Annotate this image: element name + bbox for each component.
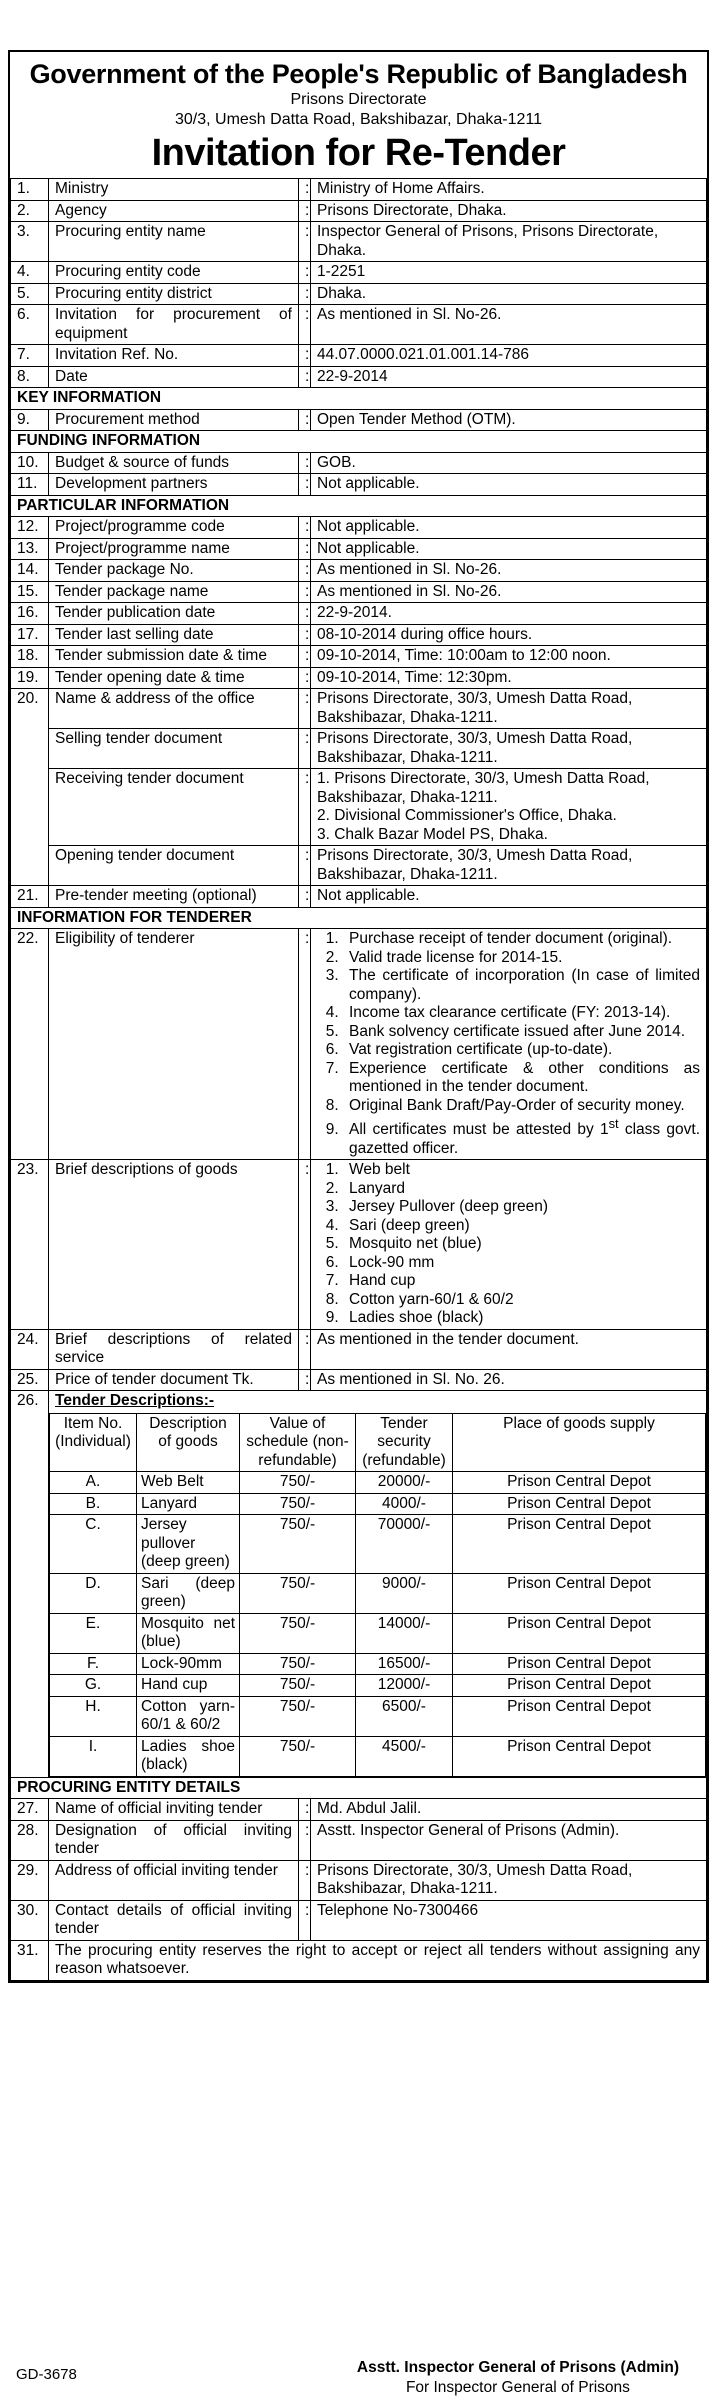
table-row <box>11 1860 707 1900</box>
ordinal-suffix: st <box>608 1116 619 1131</box>
row-number: 14. <box>11 560 49 582</box>
colon: : <box>299 667 311 689</box>
row-value: Inspector General of Prisons, Prisons Directorate, Dhaka. <box>311 222 707 262</box>
section-row <box>11 431 707 453</box>
eligibility-item: 7. Experience certificate & other conditions as mentioned in the tender document. <box>343 1060 700 1097</box>
row-label: Procurement method <box>49 409 299 431</box>
colon: : <box>299 409 311 431</box>
table-row <box>11 179 707 201</box>
tender-item-cell: C. <box>50 1515 137 1574</box>
directorate-name: Prisons Directorate <box>290 91 427 108</box>
tender-item-cell: Lanyard <box>137 1493 240 1515</box>
tender-item-cell: E. <box>50 1613 137 1653</box>
receiving-office: 2. Divisional Commissioner's Office, Dhaka. <box>317 807 617 824</box>
row-label: Eligibility of tenderer <box>49 929 299 1160</box>
colon: : <box>299 581 311 603</box>
tender-item-cell: Lock-90mm <box>137 1653 240 1675</box>
row-number: 21. <box>11 886 49 908</box>
section-procuring: PROCURING ENTITY DETAILS <box>11 1777 707 1799</box>
table-row <box>11 366 707 388</box>
tender-item-cell: 20000/- <box>356 1472 453 1494</box>
section-key: KEY INFORMATION <box>11 388 707 410</box>
tender-item-cell: 12000/- <box>356 1675 453 1697</box>
goods-item: 4. Sari (deep green) <box>343 1217 700 1236</box>
tender-item-cell: A. <box>50 1472 137 1494</box>
row-number: 27. <box>11 1799 49 1821</box>
column-header: Value of schedule (non-refundable) <box>240 1413 356 1472</box>
table-row <box>11 560 707 582</box>
tender-item-cell: Prison Central Depot <box>453 1573 706 1613</box>
table-row <box>11 1940 707 1980</box>
row-value: Prisons Directorate, 30/3, Umesh Datta Road, Bakshibazar, Dhaka-1211. <box>311 729 707 769</box>
colon: : <box>299 262 311 284</box>
section-row <box>11 907 707 929</box>
row-label: Tender package No. <box>49 560 299 582</box>
row-number: 20. <box>11 689 49 886</box>
row-number: 10. <box>11 452 49 474</box>
section-row <box>11 495 707 517</box>
table-row <box>11 222 707 262</box>
table-row <box>11 1391 707 1778</box>
notice-header <box>10 52 707 178</box>
eligibility-item: 1. Purchase receipt of tender document (original). <box>343 930 700 949</box>
row-value: Not applicable. <box>311 474 707 496</box>
tender-item-cell: F. <box>50 1653 137 1675</box>
table-row <box>11 262 707 284</box>
eligibility-list <box>317 930 700 1158</box>
row-number: 13. <box>11 538 49 560</box>
notice-footer <box>8 2358 709 2398</box>
colon: : <box>299 179 311 201</box>
colon: : <box>299 538 311 560</box>
table-row <box>11 283 707 305</box>
eligibility-text: All certificates must be attested by 1 <box>349 1121 609 1139</box>
tender-item-row <box>50 1515 706 1574</box>
tender-item-cell: B. <box>50 1493 137 1515</box>
colon: : <box>299 1369 311 1391</box>
table-row <box>11 603 707 625</box>
colon: : <box>299 603 311 625</box>
government-heading: Government of the People's Republic of Bangladesh <box>29 59 688 89</box>
colon: : <box>299 1160 311 1330</box>
row-value: Open Tender Method (OTM). <box>311 409 707 431</box>
row-label: Address of official inviting tender <box>49 1860 299 1900</box>
row-value: As mentioned in Sl. No-26. <box>311 581 707 603</box>
goods-item: 3. Jersey Pullover (deep green) <box>343 1198 700 1217</box>
colon: : <box>299 1329 311 1369</box>
row-label: Procuring entity code <box>49 262 299 284</box>
table-row <box>11 667 707 689</box>
row-value: Not applicable. <box>311 538 707 560</box>
tender-item-cell: 4000/- <box>356 1493 453 1515</box>
goods-item: 8. Cotton yarn-60/1 & 60/2 <box>343 1291 700 1310</box>
tender-item-cell: Sari (deep green) <box>137 1573 240 1613</box>
table-row <box>11 581 707 603</box>
row-label: Development partners <box>49 474 299 496</box>
section-row <box>11 1777 707 1799</box>
tender-info-table <box>10 178 707 1981</box>
tender-item-cell: 9000/- <box>356 1573 453 1613</box>
goods-list <box>317 1161 700 1328</box>
row-label: Name of official inviting tender <box>49 1799 299 1821</box>
row-label: Brief descriptions of goods <box>49 1160 299 1330</box>
row-value: Telephone No-7300466 <box>311 1900 707 1940</box>
row-number: 25. <box>11 1369 49 1391</box>
row-value: Asstt. Inspector General of Prisons (Admin). <box>311 1820 707 1860</box>
row-value: Prisons Directorate, 30/3, Umesh Datta Road, Bakshibazar, Dhaka-1211. <box>311 846 707 886</box>
signer-for: For Inspector General of Prisons <box>405 2379 630 2396</box>
table-row <box>11 1820 707 1860</box>
row-number: 9. <box>11 409 49 431</box>
row-label: Designation of official inviting tender <box>49 1820 299 1860</box>
tender-item-cell: Hand cup <box>137 1675 240 1697</box>
tender-item-cell: Mosquito net (blue) <box>137 1613 240 1653</box>
colon: : <box>299 1900 311 1940</box>
row-value: As mentioned in Sl. No. 26. <box>311 1369 707 1391</box>
tender-item-cell: 16500/- <box>356 1653 453 1675</box>
row-number: 17. <box>11 624 49 646</box>
row-label: Tender publication date <box>49 603 299 625</box>
eligibility-item: 3. The certificate of incorporation (In case of limited company). <box>343 967 700 1004</box>
colon: : <box>299 929 311 1160</box>
eligibility-item: 4. Income tax clearance certificate (FY: 2013-14). <box>343 1004 700 1023</box>
tender-item-cell: 750/- <box>240 1653 356 1675</box>
table-row <box>11 886 707 908</box>
section-particular: PARTICULAR INFORMATION <box>11 495 707 517</box>
colon: : <box>299 729 311 769</box>
colon: : <box>299 200 311 222</box>
directorate-address: 30/3, Umesh Datta Road, Bakshibazar, Dhaka-1211 <box>174 111 543 128</box>
row-value: 09-10-2014, Time: 12:30pm. <box>311 667 707 689</box>
row-number: 3. <box>11 222 49 262</box>
tender-item-cell: 6500/- <box>356 1696 453 1736</box>
row-value: GOB. <box>311 452 707 474</box>
goods-item: 9. Ladies shoe (black) <box>343 1309 700 1328</box>
section-funding: FUNDING INFORMATION <box>11 431 707 453</box>
colon: : <box>299 769 311 846</box>
colon: : <box>299 474 311 496</box>
row-number: 30. <box>11 1900 49 1940</box>
row-label: Tender package name <box>49 581 299 603</box>
tender-item-cell: I. <box>50 1736 137 1776</box>
tender-item-cell: 750/- <box>240 1736 356 1776</box>
row-label: Agency <box>49 200 299 222</box>
tender-item-cell: 750/- <box>240 1696 356 1736</box>
row-value: 22-9-2014 <box>311 366 707 388</box>
table-row <box>11 624 707 646</box>
goods-item: 5. Mosquito net (blue) <box>343 1235 700 1254</box>
tender-item-cell: Prison Central Depot <box>453 1515 706 1574</box>
row-number: 6. <box>11 305 49 345</box>
row-value: 09-10-2014, Time: 10:00am to 12:00 noon. <box>311 646 707 668</box>
table-row <box>11 409 707 431</box>
colon: : <box>299 517 311 539</box>
table-row <box>11 452 707 474</box>
row-value: As mentioned in the tender document. <box>311 1329 707 1369</box>
table-row <box>11 769 707 846</box>
tender-descriptions-cell <box>49 1391 707 1778</box>
goods-item: 6. Lock-90 mm <box>343 1254 700 1273</box>
row-number: 19. <box>11 667 49 689</box>
eligibility-item: 8. Original Bank Draft/Pay-Order of security money. <box>343 1097 700 1116</box>
row-label: Brief descriptions of related service <box>49 1329 299 1369</box>
table-row <box>11 1369 707 1391</box>
row-value: Prisons Directorate, 30/3, Umesh Datta Road, Bakshibazar, Dhaka-1211. <box>311 689 707 729</box>
row-number: 1. <box>11 179 49 201</box>
column-header: Item No. (Individual) <box>50 1413 137 1472</box>
row-number: 2. <box>11 200 49 222</box>
table-row <box>11 1329 707 1369</box>
row-value: 44.07.0000.021.01.001.14-786 <box>311 345 707 367</box>
tender-item-row <box>50 1573 706 1613</box>
row-value: 1-2251 <box>311 262 707 284</box>
colon: : <box>299 1860 311 1900</box>
tender-item-row <box>50 1696 706 1736</box>
tender-item-cell: Prison Central Depot <box>453 1736 706 1776</box>
column-header: Place of goods supply <box>453 1413 706 1472</box>
tender-item-cell: 14000/- <box>356 1613 453 1653</box>
goods-item: 7. Hand cup <box>343 1272 700 1291</box>
colon: : <box>299 305 311 345</box>
row-number: 4. <box>11 262 49 284</box>
eligibility-item <box>343 1115 700 1158</box>
row-label: Pre-tender meeting (optional) <box>49 886 299 908</box>
tender-item-cell: Prison Central Depot <box>453 1696 706 1736</box>
row-number: 29. <box>11 1860 49 1900</box>
row-value: 08-10-2014 during office hours. <box>311 624 707 646</box>
colon: : <box>299 560 311 582</box>
row-value: Prisons Directorate, Dhaka. <box>311 200 707 222</box>
row-number: 15. <box>11 581 49 603</box>
colon: : <box>299 846 311 886</box>
table-row <box>11 646 707 668</box>
section-tenderer: INFORMATION FOR TENDERER <box>11 907 707 929</box>
row-label: Project/programme code <box>49 517 299 539</box>
colon: : <box>299 283 311 305</box>
tender-item-cell: Prison Central Depot <box>453 1675 706 1697</box>
column-header: Tender security (refundable) <box>356 1413 453 1472</box>
row-label: Ministry <box>49 179 299 201</box>
row-label: Price of tender document Tk. <box>49 1369 299 1391</box>
row-label: Tender submission date & time <box>49 646 299 668</box>
row-label: Receiving tender document <box>49 769 299 846</box>
eligibility-item: 2. Valid trade license for 2014-15. <box>343 949 700 968</box>
row-value: Not applicable. <box>311 886 707 908</box>
colon: : <box>299 646 311 668</box>
colon: : <box>299 222 311 262</box>
row-label: Budget & source of funds <box>49 452 299 474</box>
row-value: The procuring entity reserves the right to accept or reject all tenders without assigning any reason whatsoever. <box>49 1940 707 1980</box>
tender-item-cell: 750/- <box>240 1675 356 1697</box>
row-label: Procuring entity district <box>49 283 299 305</box>
tender-table-header <box>50 1413 706 1472</box>
row-label: Name & address of the office <box>49 689 299 729</box>
colon: : <box>299 886 311 908</box>
row-value <box>311 1160 707 1330</box>
row-label: Date <box>49 366 299 388</box>
tender-item-cell: 70000/- <box>356 1515 453 1574</box>
gd-number: GD-3678 <box>16 2366 77 2383</box>
row-number: 16. <box>11 603 49 625</box>
section-row <box>11 388 707 410</box>
tender-item-cell: 4500/- <box>356 1736 453 1776</box>
table-row <box>11 1160 707 1330</box>
goods-item: 1. Web belt <box>343 1161 700 1180</box>
notice-title: Invitation for Re-Tender <box>151 132 566 174</box>
tender-item-cell: 750/- <box>240 1573 356 1613</box>
row-label: Selling tender document <box>49 729 299 769</box>
receiving-office: 1. Prisons Directorate, 30/3, Umesh Datta Road, Bakshibazar, Dhaka-1211. <box>317 770 650 806</box>
colon: : <box>299 1820 311 1860</box>
tender-item-cell: Prison Central Depot <box>453 1472 706 1494</box>
row-label: Tender last selling date <box>49 624 299 646</box>
tender-item-row <box>50 1493 706 1515</box>
row-label: Contact details of official inviting tender <box>49 1900 299 1940</box>
eligibility-item: 6. Vat registration certificate (up-to-date). <box>343 1041 700 1060</box>
row-value <box>311 929 707 1160</box>
tender-item-row <box>50 1736 706 1776</box>
colon: : <box>299 689 311 729</box>
table-row <box>11 517 707 539</box>
row-number: 24. <box>11 1329 49 1369</box>
table-row <box>11 200 707 222</box>
tender-item-cell: 750/- <box>240 1493 356 1515</box>
table-row <box>11 474 707 496</box>
row-value: 22-9-2014. <box>311 603 707 625</box>
table-row <box>11 345 707 367</box>
row-number: 11. <box>11 474 49 496</box>
row-label: Project/programme name <box>49 538 299 560</box>
tender-item-cell: Prison Central Depot <box>453 1653 706 1675</box>
table-row <box>11 689 707 729</box>
row-number: 22. <box>11 929 49 1160</box>
tender-item-cell: 750/- <box>240 1472 356 1494</box>
tender-item-row <box>50 1653 706 1675</box>
table-row <box>11 538 707 560</box>
signer-title: Asstt. Inspector General of Prisons (Admin) <box>356 2359 679 2376</box>
row-number: 28. <box>11 1820 49 1860</box>
row-value: Not applicable. <box>311 517 707 539</box>
table-row <box>11 846 707 886</box>
tender-item-cell: D. <box>50 1573 137 1613</box>
tender-notice <box>8 50 709 1983</box>
table-row <box>11 729 707 769</box>
row-number: 23. <box>11 1160 49 1330</box>
tender-item-cell: Prison Central Depot <box>453 1613 706 1653</box>
table-row <box>11 1900 707 1940</box>
row-value <box>311 769 707 846</box>
table-row <box>11 929 707 1160</box>
row-value: As mentioned in Sl. No-26. <box>311 305 707 345</box>
row-value: As mentioned in Sl. No-26. <box>311 560 707 582</box>
signature-block <box>357 2358 679 2397</box>
row-value: Prisons Directorate, 30/3, Umesh Datta Road, Bakshibazar, Dhaka-1211. <box>311 1860 707 1900</box>
row-label: Tender opening date & time <box>49 667 299 689</box>
row-label: Invitation for procurement of equipment <box>49 305 299 345</box>
tender-item-cell: Ladies shoe (black) <box>137 1736 240 1776</box>
colon: : <box>299 624 311 646</box>
tender-item-cell: 750/- <box>240 1515 356 1574</box>
row-number: 12. <box>11 517 49 539</box>
tender-item-row <box>50 1472 706 1494</box>
tender-descriptions-table <box>49 1413 706 1777</box>
eligibility-item: 5. Bank solvency certificate issued after June 2014. <box>343 1023 700 1042</box>
column-header: Description of goods <box>137 1413 240 1472</box>
colon: : <box>299 1799 311 1821</box>
row-label: Invitation Ref. No. <box>49 345 299 367</box>
tender-descriptions-title: Tender Descriptions:- <box>55 1392 215 1410</box>
tender-item-row <box>50 1613 706 1653</box>
tender-item-cell: Cotton yarn-60/1 & 60/2 <box>137 1696 240 1736</box>
tender-item-cell: Web Belt <box>137 1472 240 1494</box>
row-number: 8. <box>11 366 49 388</box>
colon: : <box>299 452 311 474</box>
row-number: 31. <box>11 1940 49 1980</box>
goods-item: 2. Lanyard <box>343 1180 700 1199</box>
row-label: Procuring entity name <box>49 222 299 262</box>
row-number: 18. <box>11 646 49 668</box>
row-value: Md. Abdul Jalil. <box>311 1799 707 1821</box>
tender-item-cell: Jersey pullover (deep green) <box>137 1515 240 1574</box>
row-value: Ministry of Home Affairs. <box>311 179 707 201</box>
receiving-office: 3. Chalk Bazar Model PS, Dhaka. <box>317 825 548 843</box>
row-number: 26. <box>11 1391 49 1778</box>
tender-item-cell: G. <box>50 1675 137 1697</box>
colon: : <box>299 366 311 388</box>
table-row <box>11 1799 707 1821</box>
row-label: Opening tender document <box>49 846 299 886</box>
table-row <box>11 305 707 345</box>
colon: : <box>299 345 311 367</box>
row-value: Dhaka. <box>311 283 707 305</box>
row-number: 5. <box>11 283 49 305</box>
tender-item-cell: Prison Central Depot <box>453 1493 706 1515</box>
tender-item-cell: H. <box>50 1696 137 1736</box>
tender-item-cell: 750/- <box>240 1613 356 1653</box>
eligibility-text: class govt. gazetted officer. <box>349 1121 700 1157</box>
row-number: 7. <box>11 345 49 367</box>
tender-item-row <box>50 1675 706 1697</box>
